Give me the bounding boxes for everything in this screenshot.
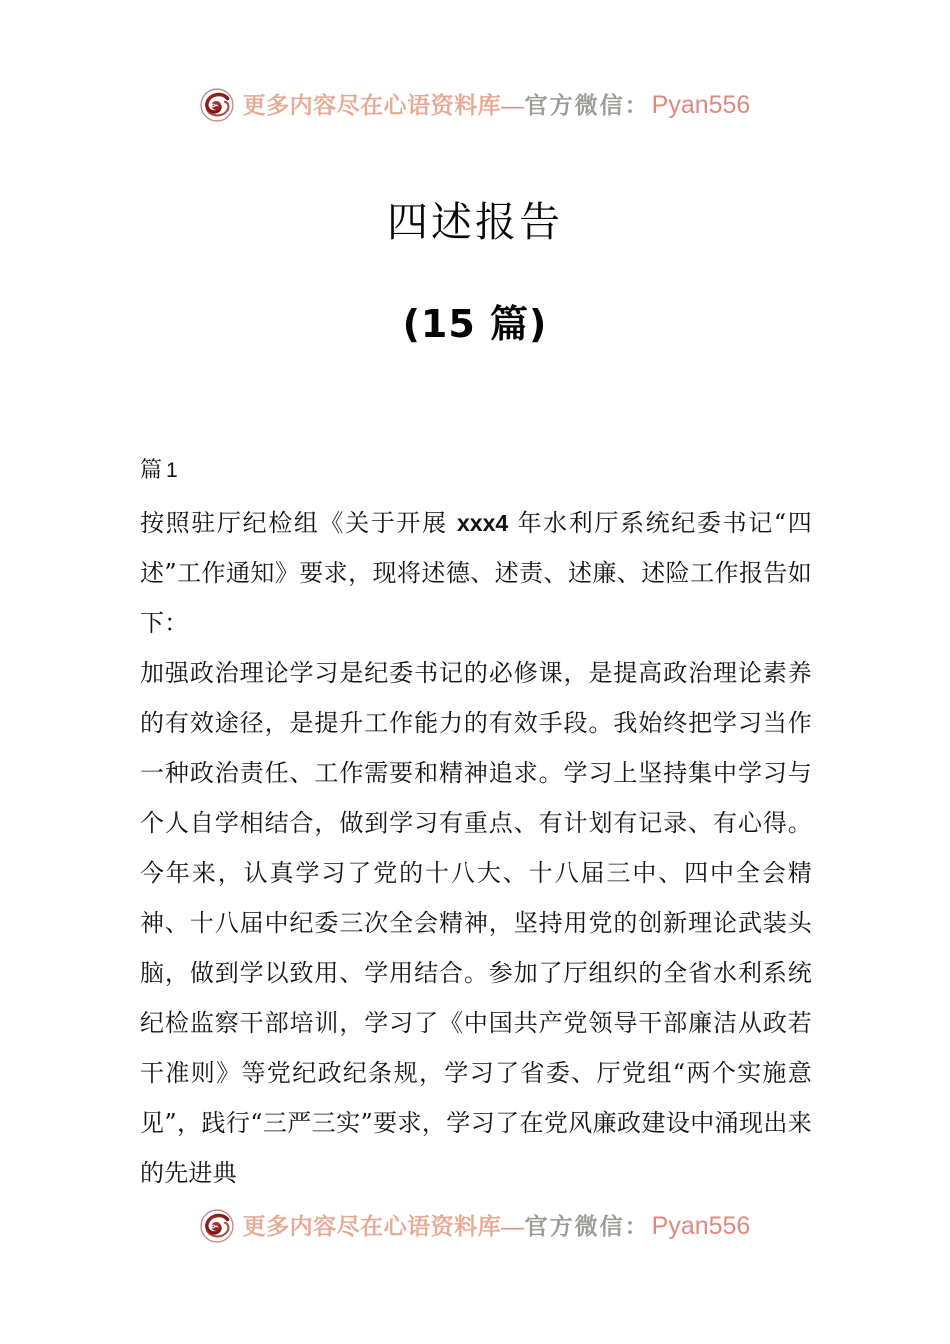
watermark-bottom (0, 1203, 950, 1249)
section-label (140, 446, 812, 496)
section-number: 1 (166, 459, 179, 482)
paragraph-1-lead: 按照驻厅纪检组《关于开展 (140, 509, 457, 537)
watermark-dash: — (501, 92, 525, 118)
section-label-text: 篇 (140, 458, 164, 483)
paragraph-1-rest: 年水利厅系统纪委书记“四述”工作通知》要求，现将述德、述责、述廉、述险工作报告如下： (140, 509, 812, 637)
paragraph-2: 加强政治理论学习是纪委书记的必修课，是提高政治理论素养的有效途径，是提升工作能力的有效手段。我始终把学习当作一种政治责任、工作需要和精神追求。学习上坚持集中学习与个人自学相结合，做到学习有重点、有计划有记录、有心得。今年来，认真学习了党的十八大、十八届三中、四中全会精神、十八届中纪委三次全会精神，坚持用党的创新理论武装头脑，做到学以致用、学用结合。参加了厅组织的全省水利系统纪检监察干部培训，学习了《中国共产党领导干部廉洁从政若干准则》等党纪政纪条规，学习了省委、厅党组“两个实施意见”，践行“三严三实”要求，学习了在党风廉政建设中涌现出来的先进典 (140, 659, 812, 1187)
page-title: 四述报告 (387, 198, 563, 247)
watermark-library-text: 更多内容尽在心语资料库 (242, 92, 502, 118)
watermark-wechat-id: Pyan556 (651, 90, 751, 119)
paragraph-1-emphasis: xxx4 (457, 510, 509, 536)
watermark-wechat-label: 官方微信： (524, 1213, 650, 1239)
watermark-wechat-label: 官方微信： (524, 92, 650, 118)
watermark-wechat-id: Pyan556 (651, 1211, 751, 1240)
watermark-library-text: 更多内容尽在心语资料库 (242, 1213, 502, 1239)
xinyu-library-logo-icon (200, 1209, 234, 1243)
watermark-top (0, 82, 950, 128)
paragraph-1 (140, 498, 812, 648)
document-body (140, 446, 812, 1198)
xinyu-library-logo-icon (200, 88, 234, 122)
watermark-dash: — (501, 1213, 525, 1239)
page-subtitle: (15 篇) (402, 302, 548, 346)
